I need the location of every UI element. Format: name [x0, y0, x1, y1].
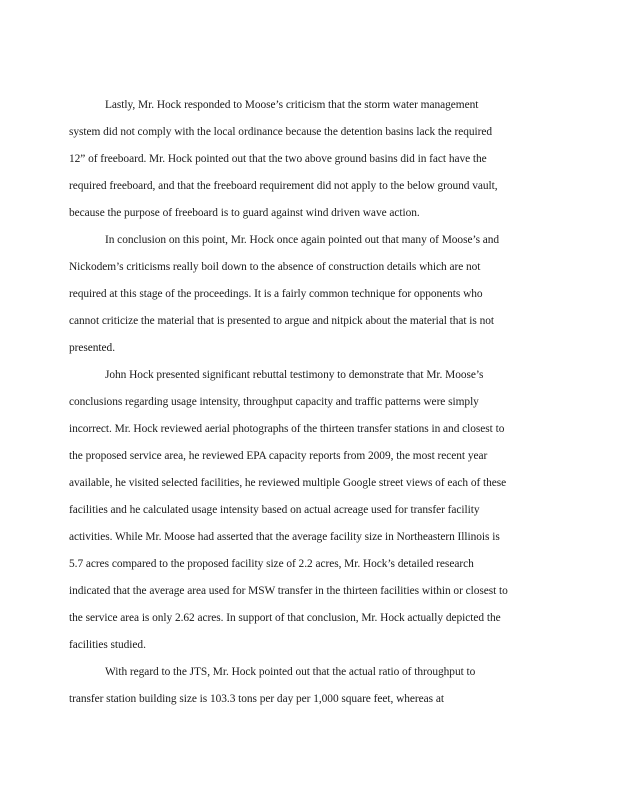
text-line: required at this stage of the proceedings. It is a fairly common technique for opponents who: [69, 288, 483, 300]
text-line: Nickodem’s criticisms really boil down to the absence of construction details which are not: [69, 261, 481, 273]
paragraph-jts: [69, 659, 569, 713]
text-line: 12” of freeboard. Mr. Hock pointed out that the two above ground basins did in fact have the: [69, 153, 487, 165]
text-line: In conclusion on this point, Mr. Hock once again pointed out that many of Moose’s and: [105, 234, 500, 246]
text-line: system did not comply with the local ordinance because the detention basins lack the required: [69, 126, 493, 138]
text-line: conclusions regarding usage intensity, throughput capacity and traffic patterns were simply: [69, 396, 479, 408]
text-line: required freeboard, and that the freeboard requirement did not apply to the below ground vault,: [69, 180, 498, 192]
text-line: incorrect. Mr. Hock reviewed aerial photographs of the thirteen transfer stations in and closest to: [69, 423, 505, 435]
text-line: indicated that the average area used for MSW transfer in the thirteen facilities within or closest to: [69, 585, 508, 597]
text-line: facilities studied.: [69, 639, 146, 651]
text-line: With regard to the JTS, Mr. Hock pointed out that the actual ratio of throughput to: [105, 666, 476, 678]
text-line: because the purpose of freeboard is to guard against wind driven wave action.: [69, 207, 420, 219]
text-line: the service area is only 2.62 acres. In support of that conclusion, Mr. Hock actually depicted the: [69, 612, 501, 624]
text-line: activities. While Mr. Moose had asserted that the average facility size in Northeastern Illinois is: [69, 531, 500, 543]
text-line: facilities and he calculated usage intensity based on actual acreage used for transfer facility: [69, 504, 480, 516]
text-line: cannot criticize the material that is presented to argue and nitpick about the material that is not: [69, 315, 495, 327]
body-text: [69, 92, 569, 713]
text-line: John Hock presented significant rebuttal testimony to demonstrate that Mr. Moose’s: [105, 369, 484, 381]
text-line: transfer station building size is 103.3 tons per day per 1,000 square feet, whereas at: [69, 693, 444, 705]
text-line: Lastly, Mr. Hock responded to Moose’s criticism that the storm water management: [105, 99, 479, 111]
text-line: available, he visited selected facilities, he reviewed multiple Google street views of each of these: [69, 477, 507, 489]
paragraph-conclusion: [69, 227, 569, 362]
text-line: presented.: [69, 342, 115, 354]
text-line: 5.7 acres compared to the proposed facility size of 2.2 acres, Mr. Hock’s detailed research: [69, 558, 474, 570]
paragraph-rebuttal: [69, 362, 569, 659]
paragraph-storm-water: [69, 92, 569, 227]
text-line: the proposed service area, he reviewed EPA capacity reports from 2009, the most recent year: [69, 450, 488, 462]
